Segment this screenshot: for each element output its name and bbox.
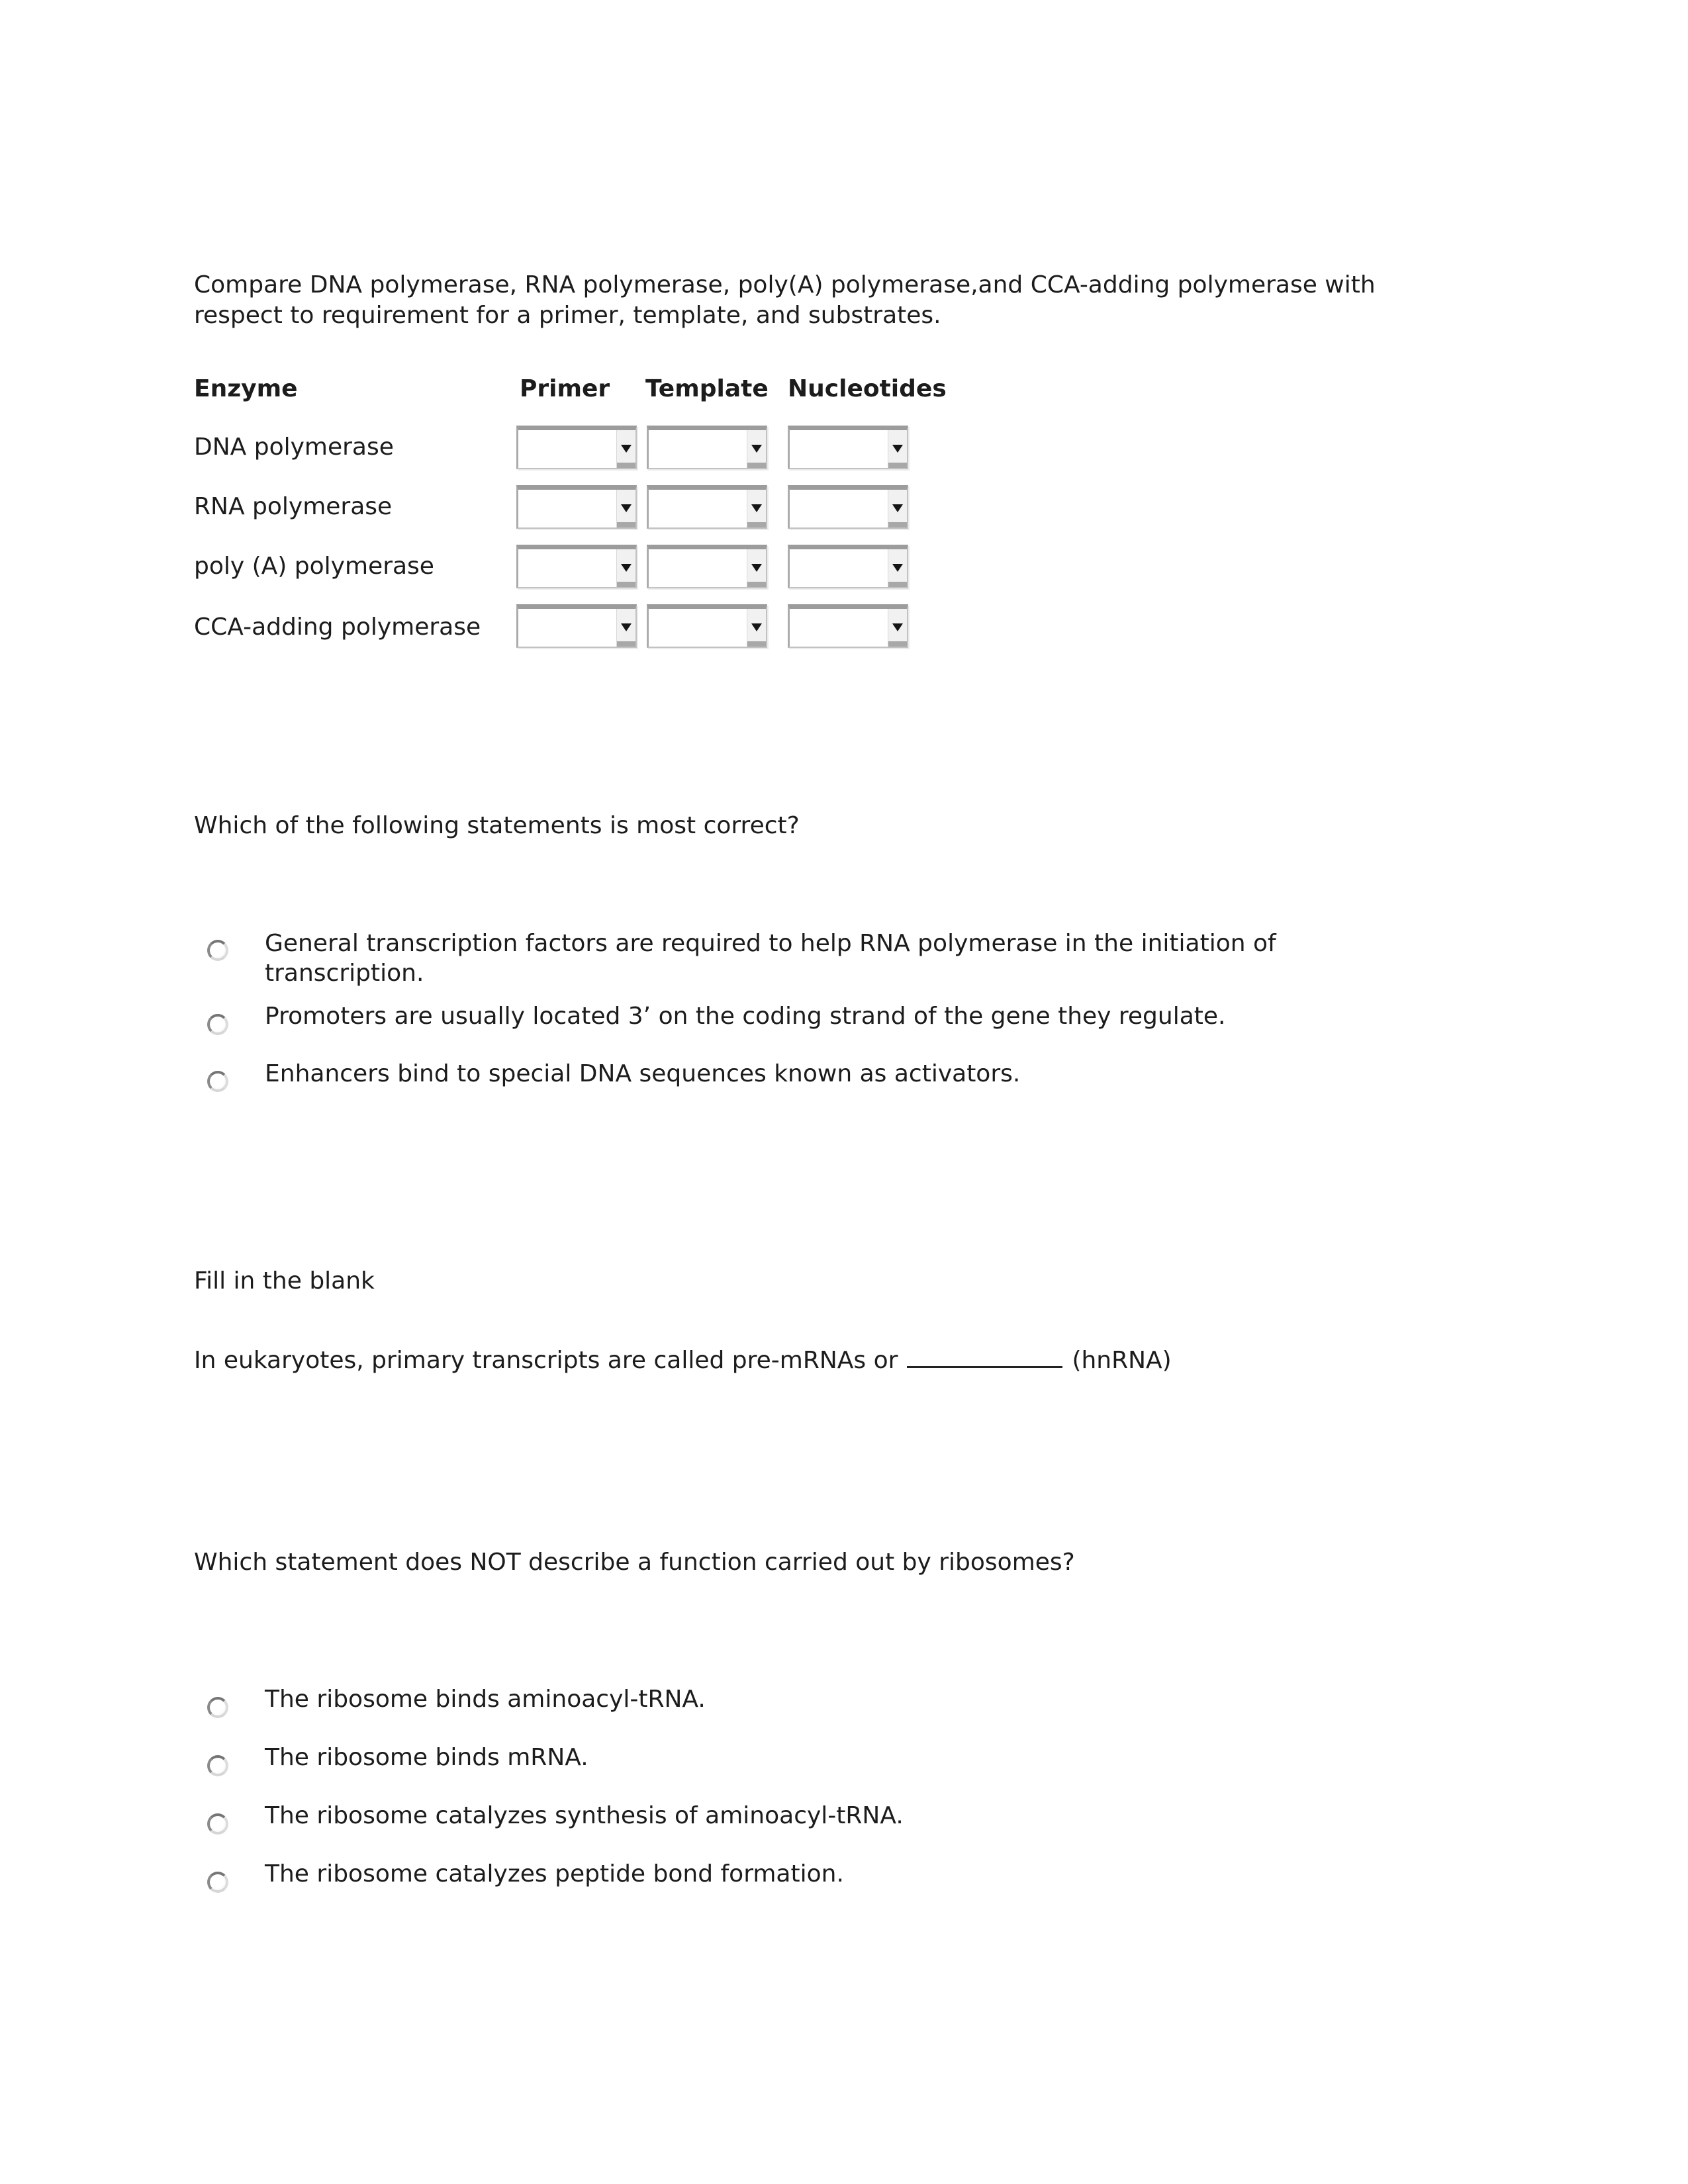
q2-option-1-label	[265, 929, 1430, 988]
select-nucleotides-poly-a-polymerase[interactable]	[788, 545, 908, 588]
q2-option-3-label: Enhancers bind to special DNA sequences known as activators.	[265, 1060, 1021, 1087]
chevron-down-icon	[892, 445, 903, 453]
select-template-cca-adding-polymerase[interactable]	[647, 604, 767, 648]
dropdown-button-shade	[747, 522, 766, 527]
question-4-text: Which statement does NOT describe a function carried out by ribosomes?	[194, 1549, 1075, 1576]
chevron-down-icon	[751, 564, 762, 572]
dropdown-button[interactable]	[616, 549, 635, 587]
chevron-down-icon	[892, 564, 903, 572]
q4-option-1-label: The ribosome binds aminoacyl-tRNA.	[265, 1686, 706, 1713]
chevron-down-icon	[621, 504, 632, 512]
chevron-down-icon	[621, 564, 632, 572]
row-label-dna-polymerase: DNA polymerase	[194, 433, 394, 461]
row-label-poly-a-polymerase: poly (A) polymerase	[194, 553, 434, 580]
chevron-down-icon	[621, 623, 632, 631]
fill-sentence-before: In eukaryotes, primary transcripts are called pre-mRNAs or	[194, 1347, 898, 1374]
radio-q2-option-2[interactable]	[207, 1014, 228, 1035]
dropdown-button-shade	[747, 463, 766, 468]
question-2-text: Which of the following statements is most correct?	[194, 812, 800, 839]
row-label-rna-polymerase: RNA polymerase	[194, 493, 393, 520]
dropdown-button[interactable]	[888, 430, 907, 468]
column-header-nucleotides: Nucleotides	[788, 375, 947, 402]
select-nucleotides-rna-polymerase[interactable]	[788, 485, 908, 529]
column-header-enzyme: Enzyme	[194, 375, 298, 402]
column-header-template: Template	[645, 375, 769, 402]
select-primer-poly-a-polymerase[interactable]	[516, 545, 637, 588]
dropdown-button[interactable]	[616, 609, 635, 647]
column-header-primer: Primer	[520, 375, 610, 402]
q4-option-4-label: The ribosome catalyzes peptide bond formation.	[265, 1860, 844, 1888]
dropdown-button[interactable]	[747, 490, 766, 527]
fill-sentence-after: (hnRNA)	[1072, 1347, 1172, 1374]
dropdown-button[interactable]	[888, 549, 907, 587]
dropdown-button-shade	[617, 641, 635, 647]
dropdown-button-shade	[747, 641, 766, 647]
q2-option-2-label: Promoters are usually located 3’ on the coding strand of the gene they regulate.	[265, 1003, 1226, 1030]
chevron-down-icon	[892, 504, 903, 512]
dropdown-button[interactable]	[616, 430, 635, 468]
dropdown-button-shade	[888, 582, 907, 587]
dropdown-button-shade	[888, 641, 907, 647]
dropdown-button[interactable]	[888, 609, 907, 647]
chevron-down-icon	[621, 445, 632, 453]
chevron-down-icon	[751, 504, 762, 512]
select-template-rna-polymerase[interactable]	[647, 485, 767, 529]
radio-q2-option-1[interactable]	[207, 940, 228, 961]
dropdown-button-shade	[617, 582, 635, 587]
dropdown-button[interactable]	[747, 430, 766, 468]
select-template-poly-a-polymerase[interactable]	[647, 545, 767, 588]
select-nucleotides-cca-adding-polymerase[interactable]	[788, 604, 908, 648]
q2-option-1-line-2: transcription.	[265, 960, 424, 987]
chevron-down-icon	[751, 445, 762, 453]
fill-blank-line	[907, 1342, 1062, 1368]
q2-option-1-line-1: General transcription factors are required to help RNA polymerase in the initiation of	[265, 930, 1276, 957]
dropdown-button[interactable]	[747, 549, 766, 587]
select-nucleotides-dna-polymerase[interactable]	[788, 426, 908, 469]
question-1-prompt-line-2: respect to requirement for a primer, template, and substrates.	[194, 302, 941, 329]
dropdown-button[interactable]	[888, 490, 907, 527]
select-primer-rna-polymerase[interactable]	[516, 485, 637, 529]
radio-q4-option-1[interactable]	[207, 1697, 228, 1718]
select-primer-dna-polymerase[interactable]	[516, 426, 637, 469]
radio-q4-option-3[interactable]	[207, 1813, 228, 1835]
question-1-prompt	[194, 270, 1491, 331]
question-1-prompt-line-1: Compare DNA polymerase, RNA polymerase, poly(A) polymerase,and CCA-adding polymerase with	[194, 271, 1376, 298]
dropdown-button[interactable]	[747, 609, 766, 647]
select-primer-cca-adding-polymerase[interactable]	[516, 604, 637, 648]
select-template-dna-polymerase[interactable]	[647, 426, 767, 469]
dropdown-button-shade	[617, 522, 635, 527]
radio-q4-option-2[interactable]	[207, 1755, 228, 1776]
dropdown-button-shade	[888, 463, 907, 468]
fill-in-the-blank-heading: Fill in the blank	[194, 1267, 375, 1295]
q4-option-2-label: The ribosome binds mRNA.	[265, 1744, 588, 1771]
dropdown-button-shade	[747, 582, 766, 587]
dropdown-button[interactable]	[616, 490, 635, 527]
radio-q4-option-4[interactable]	[207, 1872, 228, 1893]
dropdown-button-shade	[888, 522, 907, 527]
radio-q2-option-3[interactable]	[207, 1071, 228, 1092]
chevron-down-icon	[892, 623, 903, 631]
q4-option-3-label: The ribosome catalyzes synthesis of aminoacyl-tRNA.	[265, 1802, 904, 1829]
chevron-down-icon	[751, 623, 762, 631]
fill-in-the-blank-sentence	[194, 1342, 1584, 1376]
dropdown-button-shade	[617, 463, 635, 468]
row-label-cca-adding-polymerase: CCA-adding polymerase	[194, 614, 481, 641]
